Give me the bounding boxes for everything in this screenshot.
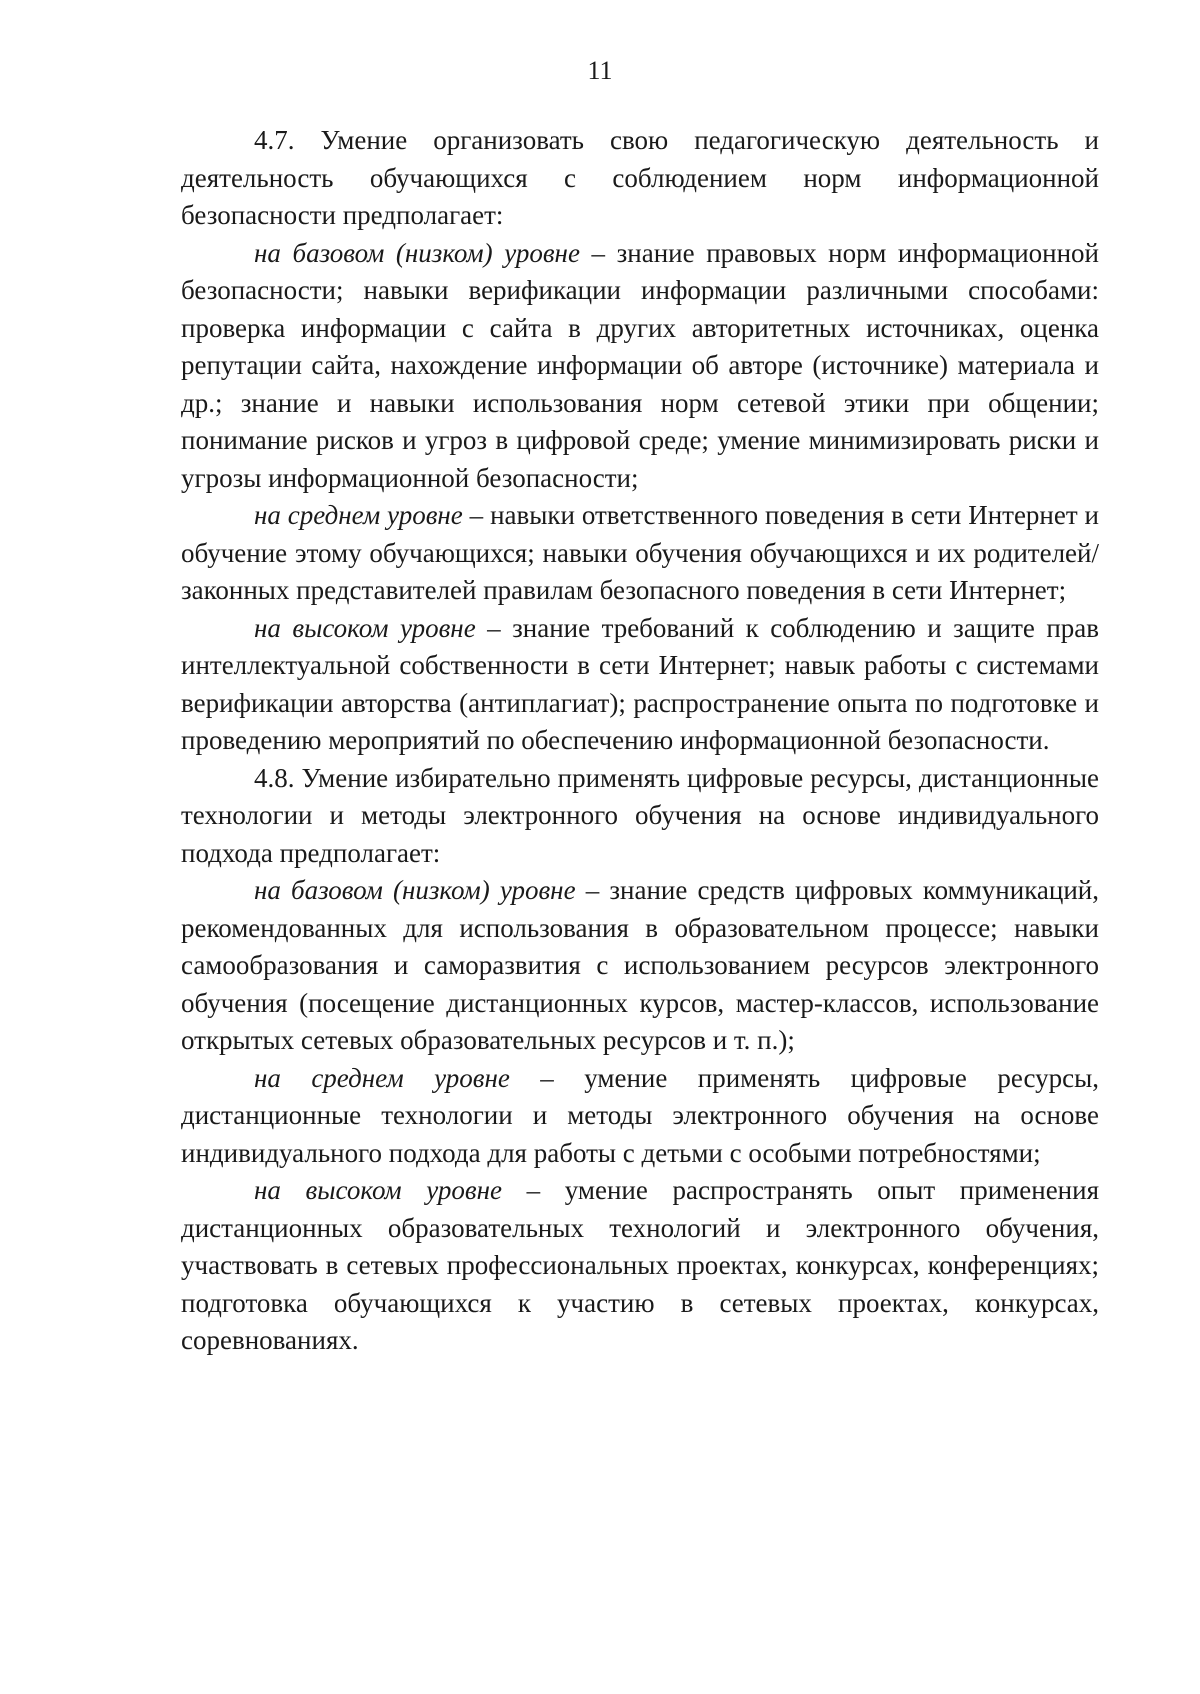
section-4-8-lead: 4.8. Умение избирательно применять цифровые ресурсы, дистанционные технологии и методы электронного обучения на основе индивидуального подхода предполагает: bbox=[181, 762, 1099, 868]
level-text-basic: – знание средств цифровых коммуникаций, рекомендованных для использования в образовательном процессе; навыки самообразования и саморазвития с использованием ресурсов электронного обучения (посещение дистанционных курсов, мастер-классов, использование открытых сетевых образовательных ресурсов и т. п.); bbox=[181, 875, 1099, 1055]
section-4-8-medium-level bbox=[181, 1060, 1099, 1173]
section-4-7-lead: 4.7. Умение организовать свою педагогическую деятельность и деятельность обучающихся с соблюдением норм информационной безопасности предполагает: bbox=[181, 125, 1099, 230]
level-text-medium: – навыки ответственного поведения в сети Интернет и обучение этому обучающихся; навыки обучения обучающихся и их родителей/законных представителей правилам безопасного поведения в сети Интернет; bbox=[181, 500, 1100, 605]
section-4-7-medium-level bbox=[181, 497, 1099, 610]
level-label-high: на высоком уровне bbox=[254, 612, 476, 643]
section-4-7-basic-level bbox=[181, 235, 1099, 498]
level-text-high: – знание требований к соблюдению и защите прав интеллектуальной собственности в сети Интернет; навык работы с системами верификации авторства (антиплагиат); распространение опыта по подготовке и проведению мероприятий по обеспечению информационной безопасности. bbox=[181, 612, 1100, 755]
page-number: 11 bbox=[587, 56, 613, 85]
level-label-high: на высоком уровне bbox=[254, 1175, 502, 1205]
level-label-medium: на среднем уровне bbox=[254, 1062, 510, 1093]
level-label-basic: на базовом (низком) уровне bbox=[254, 237, 580, 268]
level-text-medium: – умение применять цифровые ресурсы, дистанционные технологии и методы электронного обучения на основе индивидуального подхода для работы с детьми с особыми потребностями; bbox=[181, 1062, 1099, 1168]
level-text-high: – умение распространять опыт применения дистанционных образовательных технологий и электронного обучения, участвовать в сетевых профессиональных проектах, конкурсах, конференциях; подготовка обучающихся к участию в сетевых проектах, конкурсах, соревнованиях. bbox=[181, 1175, 1099, 1355]
section-4-8-high-level bbox=[181, 1172, 1099, 1360]
level-label-medium: на среднем уровне bbox=[254, 500, 463, 530]
section-4-8-basic-level bbox=[181, 872, 1099, 1060]
section-4-7-high-level bbox=[181, 610, 1099, 760]
level-label-basic: на базовом (низком) уровне bbox=[254, 875, 576, 905]
level-text-basic: – знание правовых норм информационной безопасности; навыки верификации информации различными способами: проверка информации с сайта в других авторитетных источниках, оценка репутации сайта, нахождение информации об авторе (источнике) материала и др.; знание и навыки использования норм сетевой этики при общении; понимание рисков и угроз в цифровой среде; умение минимизировать риски и угрозы информационной безопасности; bbox=[181, 237, 1099, 493]
document-body bbox=[181, 122, 1099, 1360]
